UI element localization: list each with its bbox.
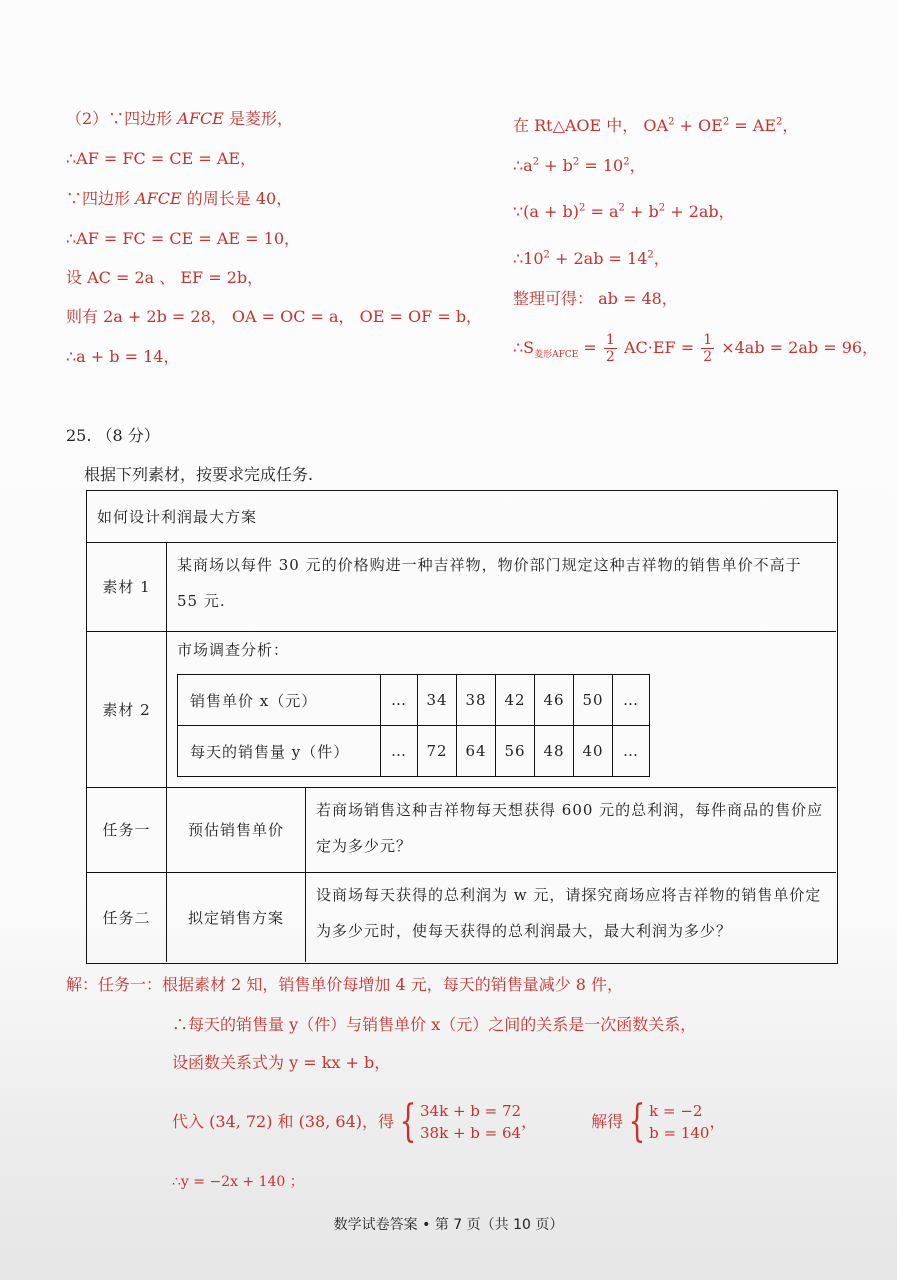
y-cell: 40 — [574, 726, 613, 777]
proof-right-line-4: $\therefore 10^2 + 2ab = 14^2$， — [513, 249, 670, 268]
solution-line-3: 设函数关系式为 y = kx + b， — [172, 1053, 391, 1072]
table-row — [178, 726, 650, 777]
proof-line-7: ∴a + b = 14， — [66, 347, 180, 366]
y-cell: 64 — [457, 726, 496, 777]
proof-line-2: ∴AF = FC = CE = AE， — [66, 149, 257, 168]
proof-right-line-1: 在 Rt△AOE 中， $OA^2 + OE^2 = AE^2$， — [513, 116, 799, 135]
table-row — [178, 675, 650, 726]
y-cell: … — [613, 726, 650, 777]
proof-right-line-5: 整理可得： ab = 48， — [513, 289, 678, 308]
proof-right-line-3: ∵(a + $b)^2 = a^2 + b^2 + 2ab$， — [513, 202, 735, 221]
material-1-text: 某商场以每件 30 元的价格购进一种吉祥物，物价部门规定这种吉祥物的销售单价不高于 55 元. — [177, 556, 802, 610]
task-1-label: 任务一 — [87, 787, 167, 873]
task-1-name: 预估销售单价 — [166, 787, 306, 873]
material-1-text-cell — [166, 542, 836, 632]
solution-line-4: 代入 (34, 72) 和 (38, 64)，得 { 34k + b = 72 38k + b = 64 ， 解得 { k = −2 b = 140 ， — [172, 1096, 726, 1147]
equation-system: { 34k + b = 72 38k + b = 64 — [399, 1096, 522, 1147]
proof-line-5: 设 AC = 2a 、 EF = 2b， — [66, 268, 264, 287]
task-table — [86, 490, 838, 964]
solution-line-2: ∴每天的销售量 y（件）与销售单价 x（元）之间的关系是一次函数关系， — [172, 1015, 697, 1034]
market-analysis-caption: 市场调查分析： — [177, 641, 290, 659]
data-table — [177, 674, 650, 777]
material-1-label: 素材 1 — [87, 542, 167, 632]
task-2-name: 拟定销售方案 — [166, 872, 306, 962]
task-2-text-cell — [305, 872, 836, 962]
task-1-text-cell — [305, 787, 836, 873]
solution-line-1: 解：任务一：根据素材 2 知，销售单价每增加 4 元，每天的销售量减少 8 件， — [66, 975, 624, 994]
proof-line-6: 则有 2a + 2b = 28， OA = OC = a， OE = OF = b， — [66, 307, 483, 326]
question-intro: 根据下列素材，按要求完成任务. — [84, 465, 314, 484]
proof-line-1: （2）∵四边形 AFCE 是菱形， — [66, 109, 293, 128]
y-cell: 56 — [496, 726, 535, 777]
task-2-text: 设商场每天获得的总利润为 w 元，请探究商场应将吉祥物的销售单价定为多少元时，使每天获得的总利润最大，最大利润为多少？ — [316, 886, 822, 940]
solution-line-5: ∴y = −2x + 140 ； — [172, 1174, 304, 1190]
question-number: 25. （8 分） — [66, 426, 160, 445]
proof-right-line-6: $\therefore S_{菱形AFCE}$ = $\frac{1}{2}$ AC·EF = $\frac{1}{2}$ ×4ab = 2ab = 96， — [513, 332, 879, 365]
fraction-half: $\frac{1}{2}$ — [703, 332, 713, 365]
material-2-cell — [166, 631, 836, 788]
x-cell: 50 — [574, 675, 613, 726]
solution-system: { k = −2 b = 140 — [628, 1096, 710, 1147]
x-cell: 46 — [535, 675, 574, 726]
material-2-label: 素材 2 — [87, 631, 167, 788]
page-footer: 数学试卷答案 • 第 7 页（共 10 页） — [333, 1217, 564, 1233]
y-cell: 72 — [418, 726, 457, 777]
row-x-label: 销售单价 x（元） — [178, 675, 381, 726]
table-title: 如何设计利润最大方案 — [87, 491, 836, 543]
proof-line-3: ∵四边形 AFCE 的周长是 40， — [66, 189, 293, 208]
task-2-label: 任务二 — [87, 872, 167, 962]
task-1-text: 若商场销售这种吉祥物每天想获得 600 元的总利润，每件商品的售价应定为多少元？ — [316, 801, 824, 855]
x-cell: … — [381, 675, 418, 726]
row-y-label: 每天的销售量 y（件） — [178, 726, 381, 777]
proof-line-4: ∴AF = FC = CE = AE = 10， — [66, 229, 301, 248]
x-cell: … — [613, 675, 650, 726]
y-cell: … — [381, 726, 418, 777]
x-cell: 42 — [496, 675, 535, 726]
proof-right-line-2: $\therefore a^2 + b^2 = 10^2$， — [513, 156, 646, 175]
x-cell: 34 — [418, 675, 457, 726]
y-cell: 48 — [535, 726, 574, 777]
x-cell: 38 — [457, 675, 496, 726]
fraction-half: $\frac{1}{2}$ — [605, 332, 615, 365]
